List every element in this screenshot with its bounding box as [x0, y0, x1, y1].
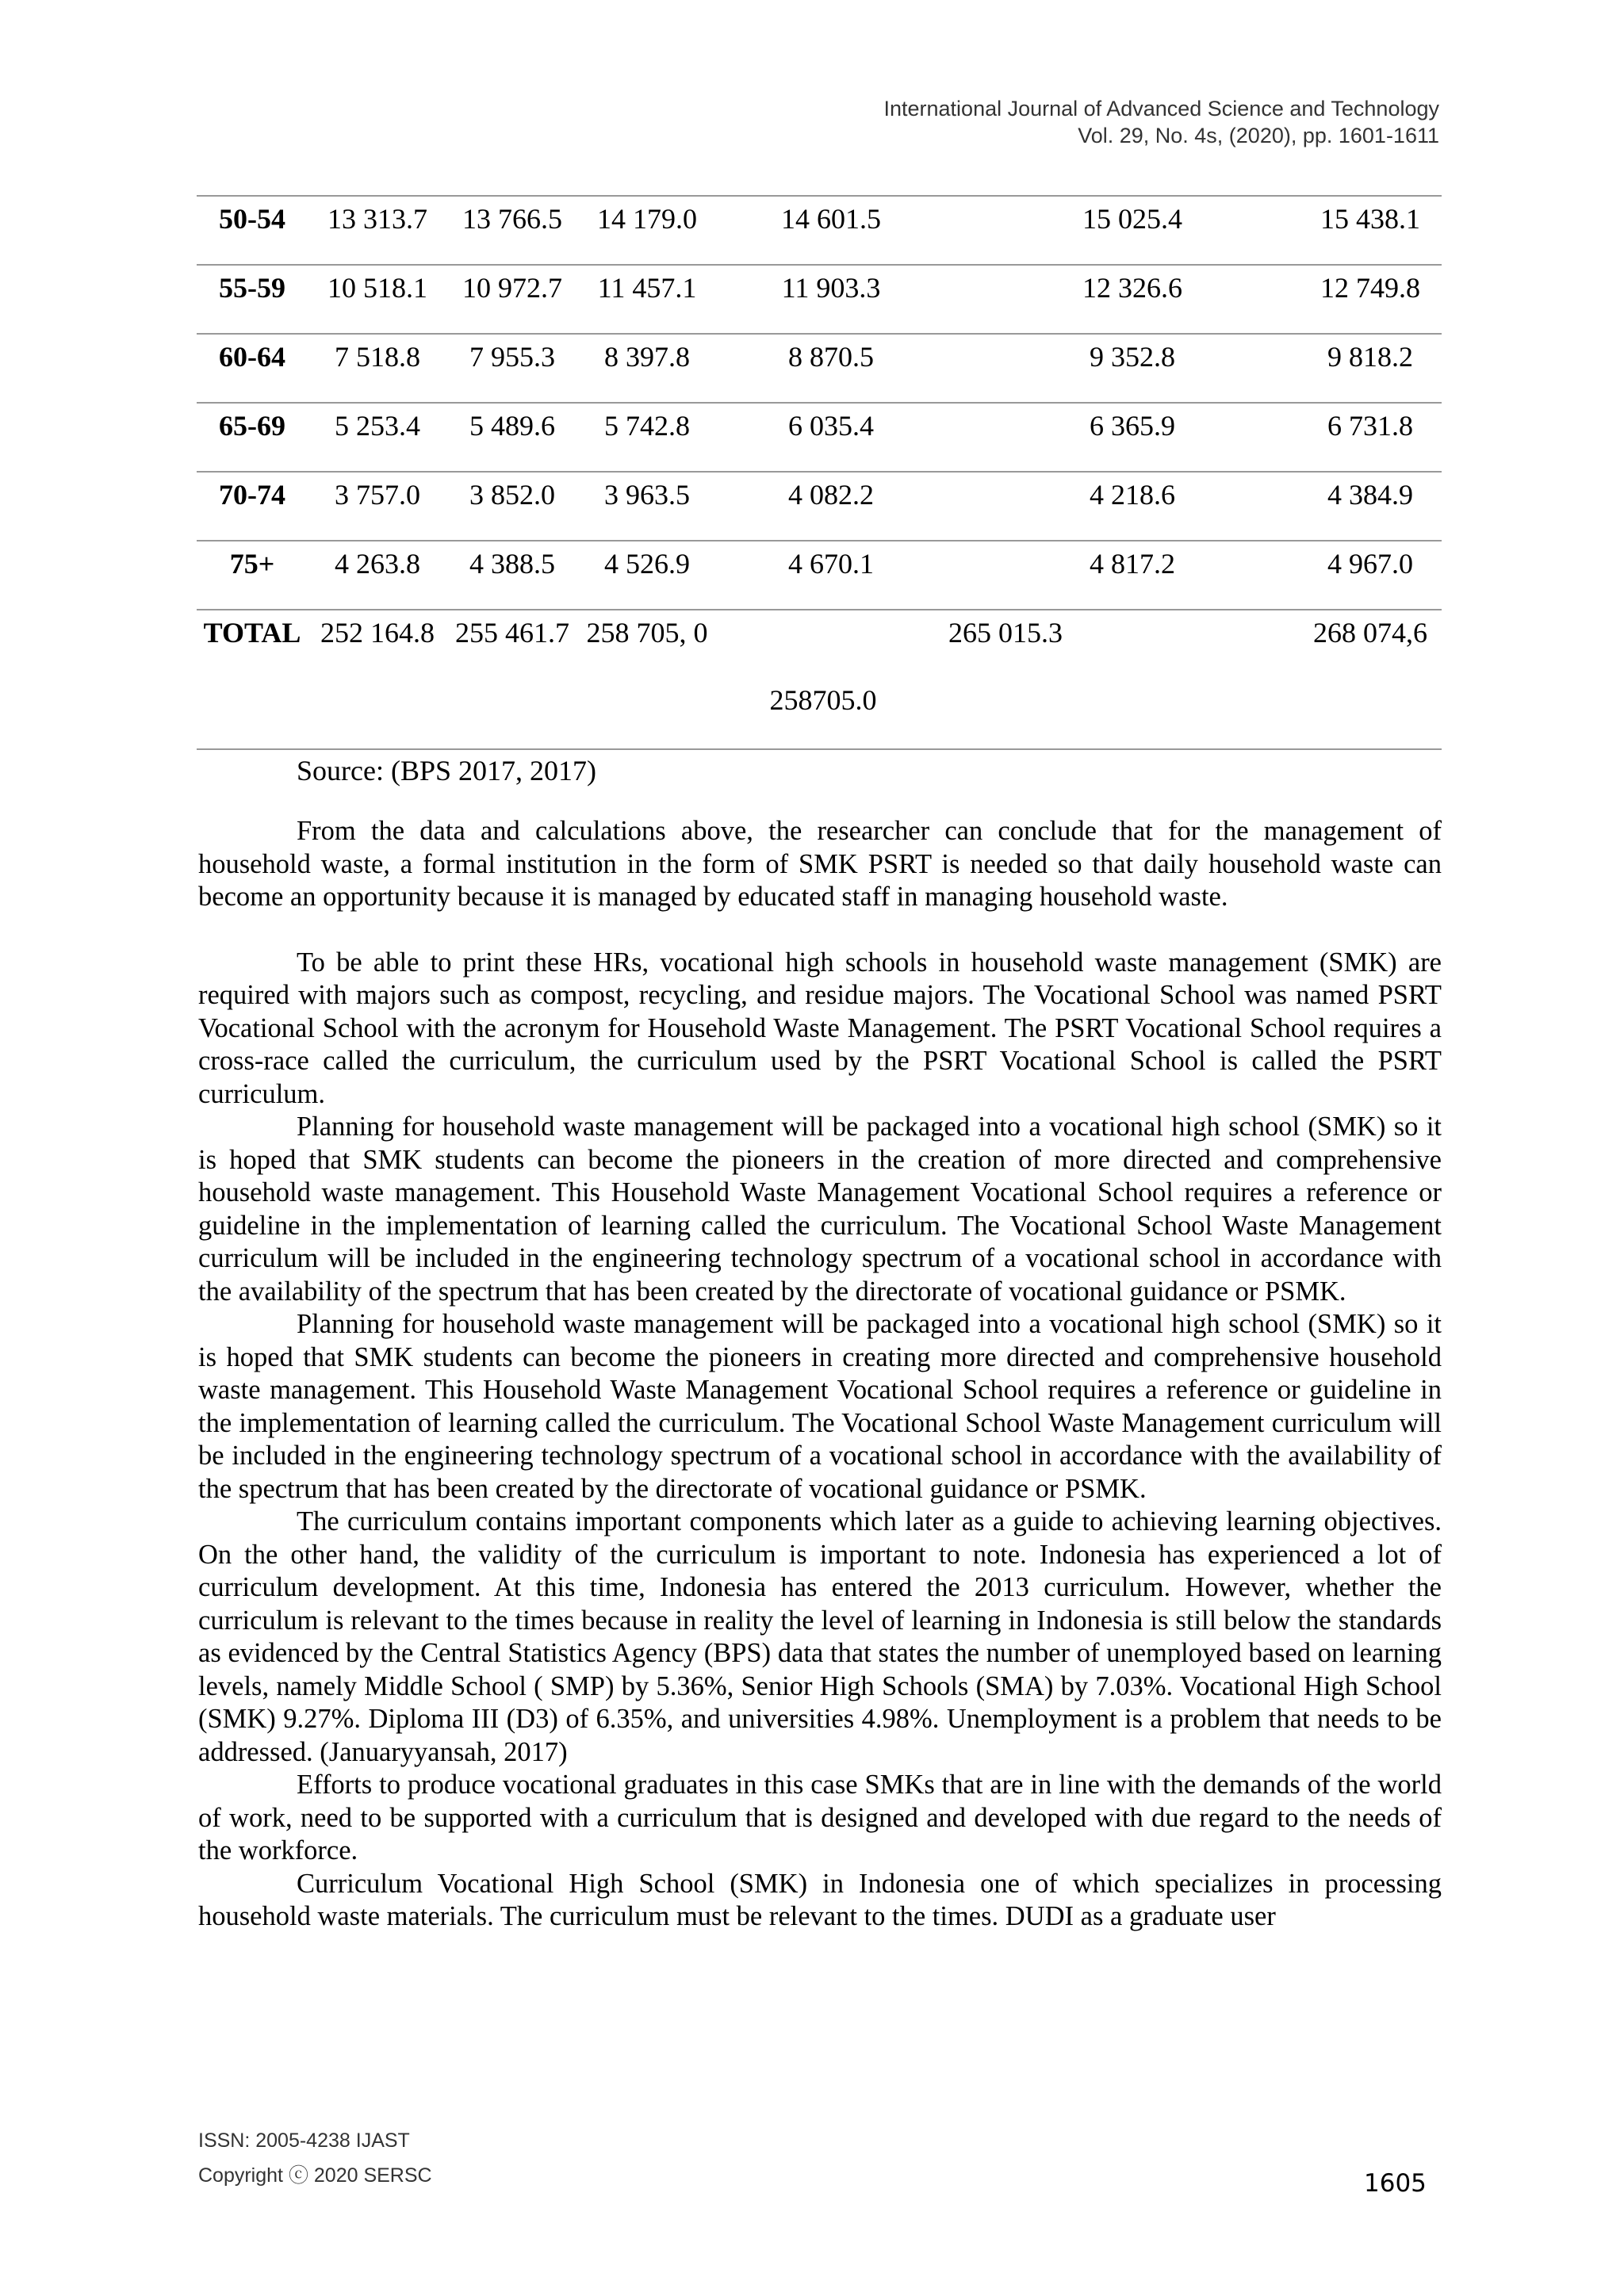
page-number: 1605 [1364, 2169, 1427, 2198]
row-label: 75+ [229, 548, 275, 580]
table-row [197, 471, 1442, 540]
table-cell: 4 967.0 [1327, 548, 1413, 580]
table-cell: 265 015.3 [948, 617, 1063, 649]
table-cell: 6 365.9 [1090, 410, 1175, 442]
table-cell: 252 164.8 [320, 617, 435, 649]
table-cell: 4 817.2 [1090, 548, 1175, 580]
table-cell: 14 179.0 [597, 203, 697, 235]
table-cell: 4 263.8 [335, 548, 420, 580]
row-label: 50-54 [219, 203, 285, 235]
table-cell: 6 035.4 [788, 410, 874, 442]
table-cell: 4 388.5 [469, 548, 555, 580]
table-cell: 258705.0 [769, 684, 877, 716]
table-cell: 15 025.4 [1082, 203, 1182, 235]
journal-volume: Vol. 29, No. 4s, (2020), pp. 1601-1611 [1078, 124, 1439, 147]
table-row [197, 333, 1442, 402]
table-total-row [197, 609, 1442, 714]
table-cell: 9 352.8 [1090, 341, 1175, 373]
table-row [197, 195, 1442, 264]
total-label: TOTAL [203, 617, 301, 649]
table-cell: 11 457.1 [597, 272, 697, 304]
paragraph: Planning for household waste management will be packaged into a vocational high school (SMK) so it is hoped that SMK students can become the pioneers in creating more directed and comprehensive household waste management. This Household Waste Management Vocational School requires a reference or guideline in the implementation of learning called the curriculum. The Vocational School Waste Management curriculum will be included in the engineering technology spectrum of a vocational school in accordance with the availability of the spectrum that has been created by the directorate of vocational guidance or PSMK. [198, 1309, 1442, 1504]
table-cell: 14 601.5 [781, 203, 881, 235]
table-cell: 5 489.6 [469, 410, 555, 442]
table-cell: 255 461.7 [455, 617, 569, 649]
table-cell: 4 384.9 [1327, 479, 1413, 511]
paragraph: Curriculum Vocational High School (SMK) in Indonesia one of which specializes in processing household waste materials. The curriculum must be relevant to the times. DUDI as a graduate user [198, 1868, 1442, 1931]
row-label: 65-69 [219, 410, 285, 442]
issn-text: ISSN: 2005-4238 IJAST [198, 2130, 410, 2152]
row-label: 60-64 [219, 341, 285, 373]
table-cell: 8 397.8 [604, 341, 690, 373]
table-cell: 3 757.0 [335, 479, 420, 511]
table-cell: 4 218.6 [1090, 479, 1175, 511]
paragraph: From the data and calculations above, the researcher can conclude that for the management of household waste, a formal institution in the form of SMK PSRT is needed so that daily household waste can become an opportunity because it is managed by educated staff in managing household waste. [198, 816, 1442, 912]
table-cell: 6 731.8 [1327, 410, 1413, 442]
table-cell: 9 818.2 [1327, 341, 1413, 373]
table-cell: 258 705, 0 [586, 617, 708, 649]
table-cell: 10 972.7 [462, 272, 562, 304]
paragraph: The curriculum contains important components which later as a guide to achieving learning objectives. On the other hand, the validity of the curriculum is important to note. Indonesia has experienced a lot of curriculum development. At this time, Indonesia has entered the 2013 curriculum. However, whether the curriculum is relevant to the times because in reality the level of learning in Indonesia is still below the standards as evidenced by the Central Statistics Agency (BPS) data that states the number of unemployed based on learning levels, namely Middle School ( SMP) by 5.36%, Senior High Schools (SMA) by 7.03%. Vocational High School (SMK) 9.27%. Diploma III (D3) of 6.35%, and universities 4.98%. Unemployment is a problem that needs to be addressed. (Januaryyansah, 2017) [198, 1506, 1442, 1767]
row-label: 70-74 [219, 479, 285, 511]
table-row [197, 264, 1442, 333]
table-cell: 10 518.1 [327, 272, 427, 304]
table-cell: 11 903.3 [781, 272, 881, 304]
row-label: 55-59 [219, 272, 285, 304]
page-header [884, 95, 1440, 149]
body-text [198, 815, 1442, 1934]
paragraph: Planning for household waste management will be packaged into a vocational high school (SMK) so it is hoped that SMK students can become the pioneers in the creation of more directed and comprehensive household waste management. This Household Waste Management Vocational School requires a reference or guideline in the implementation of learning called the curriculum. The Vocational School Waste Management curriculum will be included in the engineering technology spectrum of a vocational school in accordance with the availability of the spectrum that has been created by the directorate of vocational guidance or PSMK. [198, 1112, 1442, 1307]
table-cell: 12 326.6 [1082, 272, 1182, 304]
table-cell: 268 074,6 [1313, 617, 1427, 649]
copyright-text: Copyright ⓒ 2020 SERSC [198, 2164, 432, 2187]
table-cell: 8 870.5 [788, 341, 874, 373]
table-row [197, 540, 1442, 609]
table-source: Source: (BPS 2017, 2017) [297, 755, 596, 786]
table-cell: 4 526.9 [604, 548, 690, 580]
table-cell: 12 749.8 [1320, 272, 1420, 304]
table-cell: 4 082.2 [788, 479, 874, 511]
paragraph: Efforts to produce vocational graduates in this case SMKs that are in line with the demands of the world of work, need to be supported with a curriculum that is designed and developed with due regard to the needs of the workforce. [198, 1770, 1442, 1866]
population-table [197, 195, 1442, 714]
page-footer [198, 2123, 432, 2193]
table-cell: 13 313.7 [327, 203, 427, 235]
paragraph: To be able to print these HRs, vocational high schools in household waste management (SMK) are required with majors such as compost, recycling, and residue majors. The Vocational School was named PSRT Vocational School with the acronym for Household Waste Management. The PSRT Vocational School requires a cross-race called the curriculum, the curriculum used by the PSRT Vocational School is called the PSRT curriculum. [198, 947, 1442, 1109]
table-row [197, 402, 1442, 471]
journal-title: International Journal of Advanced Science and Technology [883, 97, 1439, 121]
table-cell: 15 438.1 [1320, 203, 1420, 235]
table-cell: 4 670.1 [788, 548, 874, 580]
table-cell: 13 766.5 [462, 203, 562, 235]
table-cell: 7 518.8 [335, 341, 420, 373]
table-cell: 3 852.0 [469, 479, 555, 511]
table-cell: 5 742.8 [604, 410, 690, 442]
table-cell: 7 955.3 [469, 341, 555, 373]
table-cell: 3 963.5 [604, 479, 690, 511]
table-cell: 5 253.4 [335, 410, 420, 442]
